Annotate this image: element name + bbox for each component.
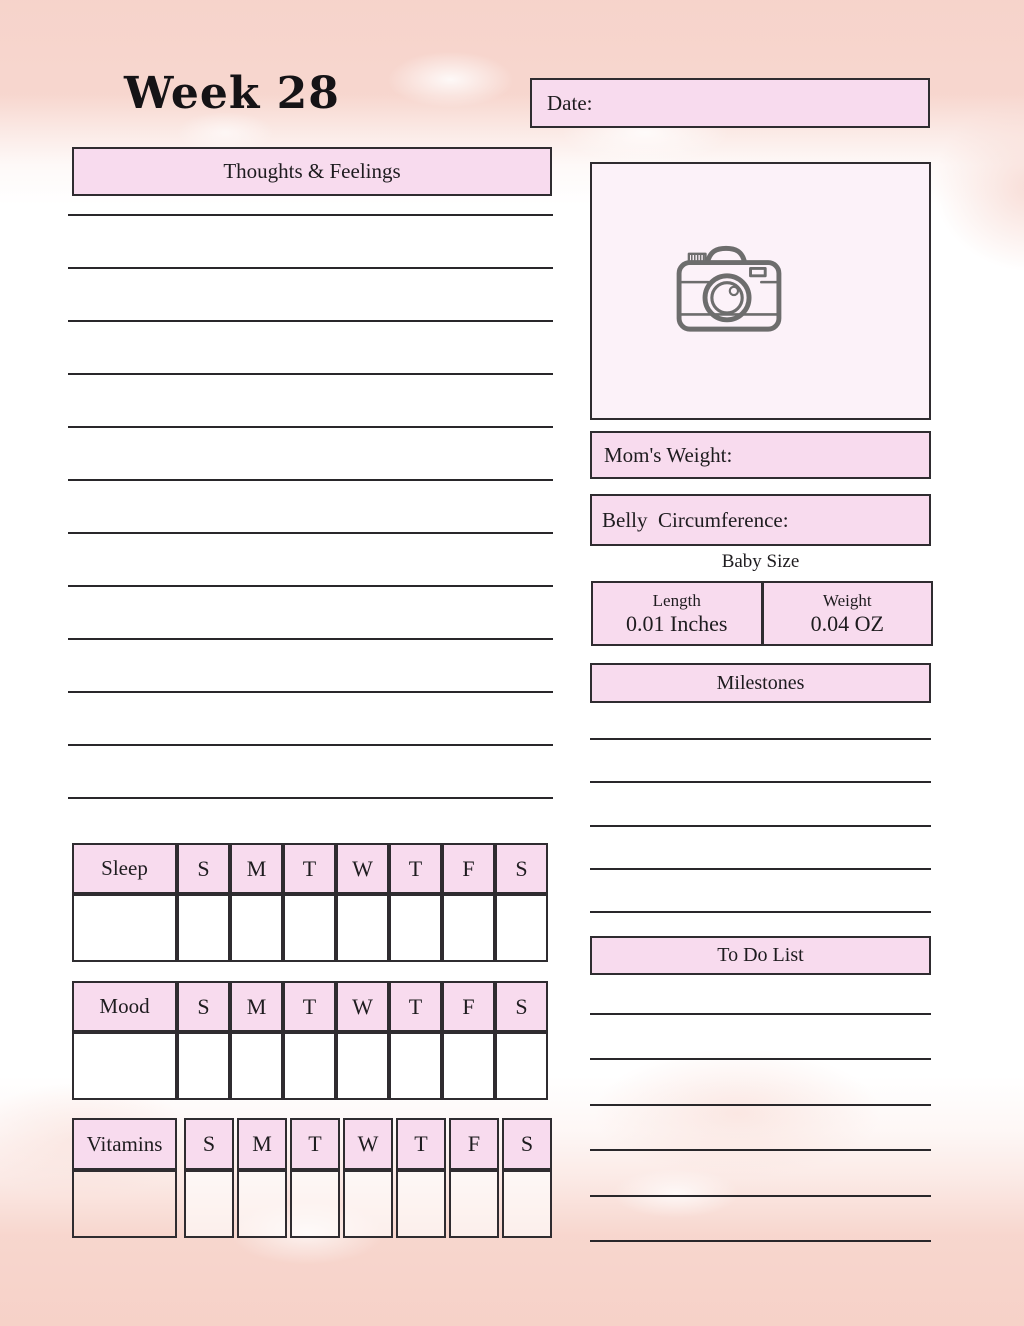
photo-placeholder[interactable] [590, 162, 931, 420]
ruled-line [68, 638, 553, 640]
day-header-mon: M [230, 843, 283, 894]
ruled-line [590, 1058, 931, 1060]
thoughts-feelings-title: Thoughts & Feelings [223, 159, 401, 183]
vitamins-notes-cell[interactable] [72, 1170, 177, 1238]
belly-circumference-label: Belly Circumference: [602, 507, 789, 532]
mood-tracker-label: Mood [72, 981, 177, 1032]
ruled-line [68, 426, 553, 428]
ruled-line [68, 744, 553, 746]
day-header-wed: W [336, 843, 389, 894]
vitamins-day-cell[interactable] [184, 1170, 234, 1238]
milestones-header [590, 663, 931, 703]
vitamins-tracker-label: Vitamins [72, 1118, 177, 1170]
day-header-wed: W [336, 981, 389, 1032]
sleep-day-cell[interactable] [389, 894, 442, 962]
ruled-line [68, 214, 553, 216]
day-header-mon: M [237, 1118, 287, 1170]
sleep-tracker-label: Sleep [72, 843, 177, 894]
date-field[interactable] [530, 78, 930, 128]
day-header-fri: F [442, 843, 495, 894]
mood-notes-cell[interactable] [72, 1032, 177, 1100]
day-header-fri: F [449, 1118, 499, 1170]
length-value: 0.01 Inches [626, 610, 728, 636]
day-header-sat: S [495, 843, 548, 894]
ruled-line [68, 585, 553, 587]
mood-tracker [72, 981, 548, 1100]
vitamins-day-cell[interactable] [502, 1170, 552, 1238]
sleep-day-cell[interactable] [177, 894, 230, 962]
todo-list-header [590, 936, 931, 975]
vitamins-day-cell[interactable] [237, 1170, 287, 1238]
weight-label: Weight [822, 590, 872, 610]
camera-icon [675, 243, 783, 335]
sleep-day-cell[interactable] [495, 894, 548, 962]
todo-list-title: To Do List [717, 944, 804, 966]
day-header-fri: F [442, 981, 495, 1032]
sleep-day-cell[interactable] [230, 894, 283, 962]
thoughts-feelings-header [72, 147, 552, 196]
date-label: Date: [547, 90, 593, 115]
vitamins-day-cell[interactable] [449, 1170, 499, 1238]
day-header-tue: T [283, 981, 336, 1032]
vitamins-tracker [72, 1118, 552, 1238]
ruled-line [68, 320, 553, 322]
sleep-notes-cell[interactable] [72, 894, 177, 962]
ruled-line [590, 738, 931, 740]
ruled-line [590, 825, 931, 827]
weight-value: 0.04 OZ [810, 610, 884, 636]
ruled-line [590, 781, 931, 783]
sleep-day-cell[interactable] [442, 894, 495, 962]
day-header-thu: T [396, 1118, 446, 1170]
mood-day-cell[interactable] [283, 1032, 336, 1100]
milestones-title: Milestones [716, 671, 805, 694]
moms-weight-field[interactable] [590, 431, 931, 479]
sleep-day-cell[interactable] [336, 894, 389, 962]
moms-weight-label: Mom's Weight: [604, 442, 733, 467]
day-header-thu: T [389, 981, 442, 1032]
day-header-sat: S [502, 1118, 552, 1170]
sleep-day-cell[interactable] [283, 894, 336, 962]
mood-day-cell[interactable] [442, 1032, 495, 1100]
belly-circumference-field[interactable] [590, 494, 931, 546]
ruled-line [68, 691, 553, 693]
page-title: Week 28 [124, 68, 340, 119]
length-label: Length [652, 590, 701, 610]
day-header-sun: S [184, 1118, 234, 1170]
day-header-wed: W [343, 1118, 393, 1170]
ruled-line [590, 1149, 931, 1151]
vitamins-day-cell[interactable] [290, 1170, 340, 1238]
ruled-line [68, 479, 553, 481]
ruled-line [590, 1013, 931, 1015]
day-header-sun: S [177, 843, 230, 894]
mood-day-cell[interactable] [336, 1032, 389, 1100]
mood-day-cell[interactable] [230, 1032, 283, 1100]
sleep-tracker [72, 843, 548, 962]
day-header-thu: T [389, 843, 442, 894]
ruled-line [590, 1195, 931, 1197]
ruled-line [590, 1240, 931, 1242]
day-header-sat: S [495, 981, 548, 1032]
ruled-line [590, 1104, 931, 1106]
ruled-line [68, 267, 553, 269]
mood-day-cell[interactable] [177, 1032, 230, 1100]
vitamins-day-cell[interactable] [396, 1170, 446, 1238]
mood-day-cell[interactable] [389, 1032, 442, 1100]
ruled-line [590, 868, 931, 870]
day-header-mon: M [230, 981, 283, 1032]
vitamins-day-cell[interactable] [343, 1170, 393, 1238]
ruled-line [590, 911, 931, 913]
ruled-line [68, 797, 553, 799]
baby-length-cell [593, 583, 764, 644]
baby-weight-cell [764, 583, 932, 644]
ruled-line [68, 532, 553, 534]
mood-day-cell[interactable] [495, 1032, 548, 1100]
baby-size-box [591, 581, 933, 646]
ruled-line [68, 373, 553, 375]
day-header-sun: S [177, 981, 230, 1032]
day-header-tue: T [283, 843, 336, 894]
day-header-tue: T [290, 1118, 340, 1170]
baby-size-title: Baby Size [721, 551, 800, 572]
